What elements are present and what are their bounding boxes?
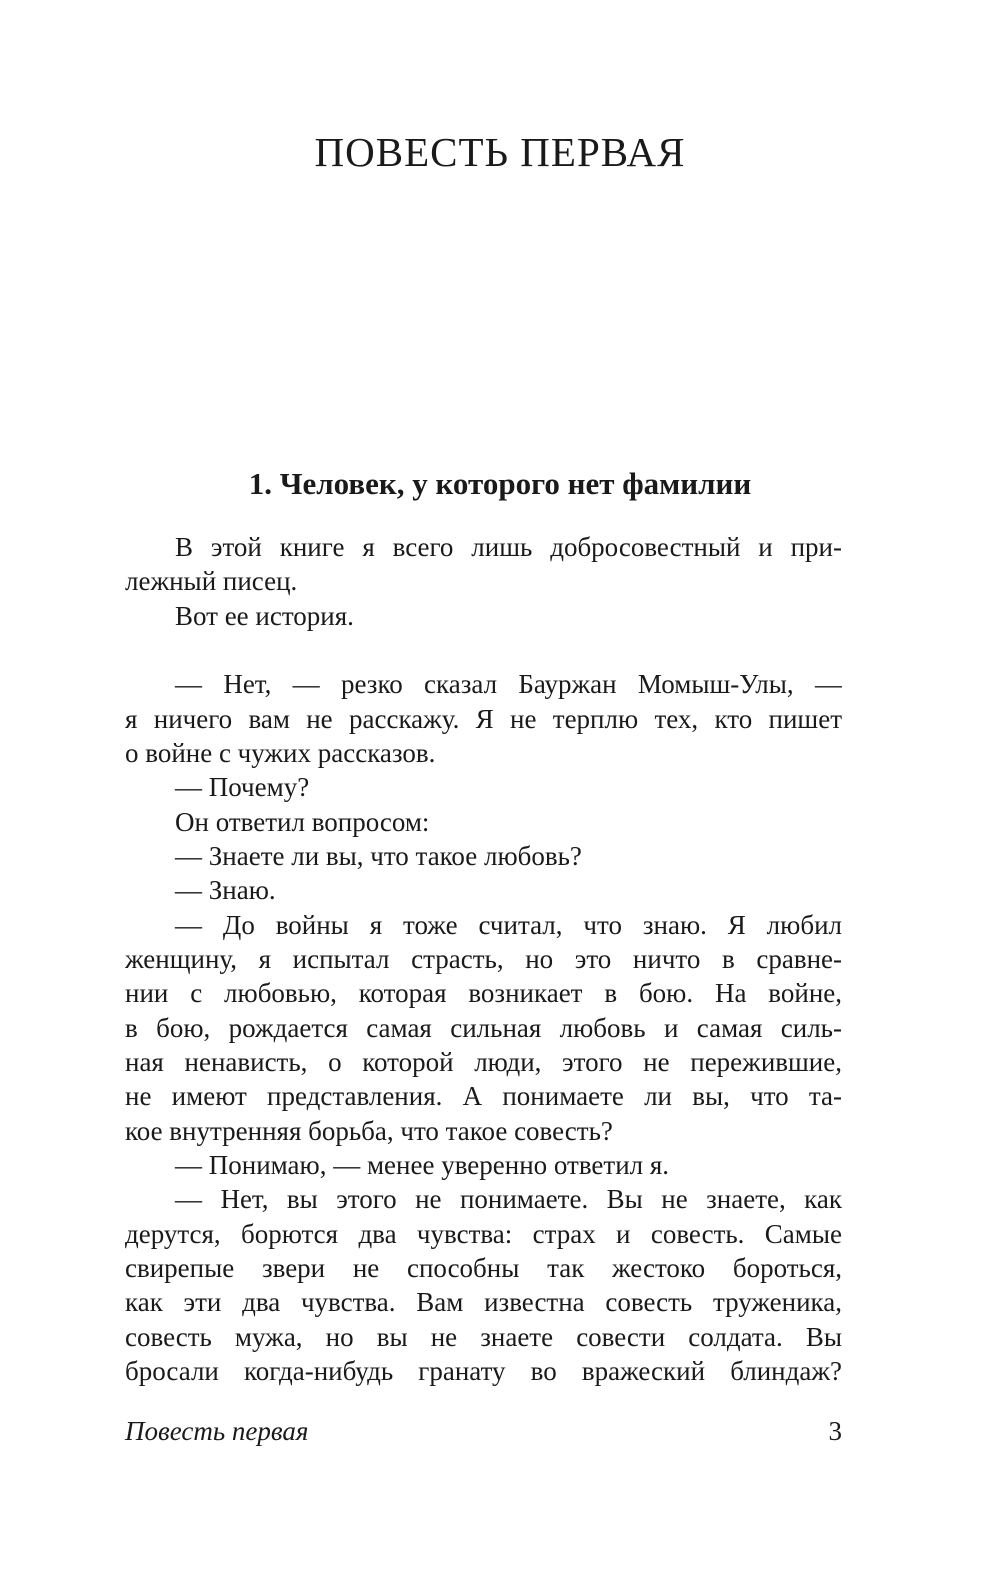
chapter-heading: 1. Человек, у которого нет фамилии: [248, 466, 752, 501]
text-line: нии с любовью, которая возникает в бою. На войне,: [125, 978, 842, 1009]
text-line: не имеют представления. А понимаете ли вы, что та-: [125, 1081, 842, 1112]
text-line: совесть мужа, но вы не знаете совести солдата. Вы: [125, 1321, 842, 1352]
page-number: 3: [828, 1416, 842, 1446]
text-line: свирепые звери не способны так жестоко бороться,: [125, 1252, 842, 1283]
text-line: — Почему?: [175, 772, 310, 803]
body-text: [125, 530, 842, 1388]
page-footer: [125, 1416, 842, 1447]
text-line: женщину, я испытал страсть, но это ничто в сравне-: [125, 943, 842, 974]
text-line: ная ненависть, о которой люди, этого не пережившие,: [125, 1046, 842, 1077]
text-line: Он ответил вопросом:: [175, 806, 430, 837]
text-line: о войне с чужих рассказов.: [125, 737, 436, 768]
text-line: дерутся, борются два чувства: страх и совесть. Самые: [125, 1218, 842, 1249]
text-line: лежный писец.: [125, 566, 298, 597]
text-line: Вот ее история.: [175, 600, 354, 631]
text-line: бросали когда-нибудь гранату во вражеский блиндаж?: [125, 1355, 842, 1386]
text-line: — Знаю.: [175, 875, 276, 906]
text-line: В этой книге я всего лишь добросовестный и при-: [175, 532, 842, 562]
text-line: — Знаете ли вы, что такое любовь?: [175, 840, 582, 871]
part-title: ПОВЕСТЬ ПЕРВАЯ: [314, 129, 686, 175]
running-title: Повесть первая: [125, 1416, 309, 1446]
text-line: я ничего вам не расскажу. Я не терплю тех, кто пишет: [125, 703, 842, 734]
text-line: — Нет, вы этого не понимаете. Вы не знаете, как: [175, 1184, 842, 1215]
text-line: — До войны я тоже считал, что знаю. Я любил: [175, 909, 842, 940]
text-line: кое внутренняя борьба, что такое совесть?: [125, 1115, 613, 1146]
text-line: в бою, рождается самая сильная любовь и самая силь-: [125, 1012, 842, 1043]
paragraph-gap: [125, 633, 842, 667]
text-line: — Нет, — резко сказал Бауржан Момыш-Улы, —: [175, 669, 842, 700]
text-line: как эти два чувства. Вам известна совесть труженика,: [125, 1287, 842, 1318]
text-line: — Понимаю, — менее уверенно ответил я.: [175, 1149, 670, 1180]
